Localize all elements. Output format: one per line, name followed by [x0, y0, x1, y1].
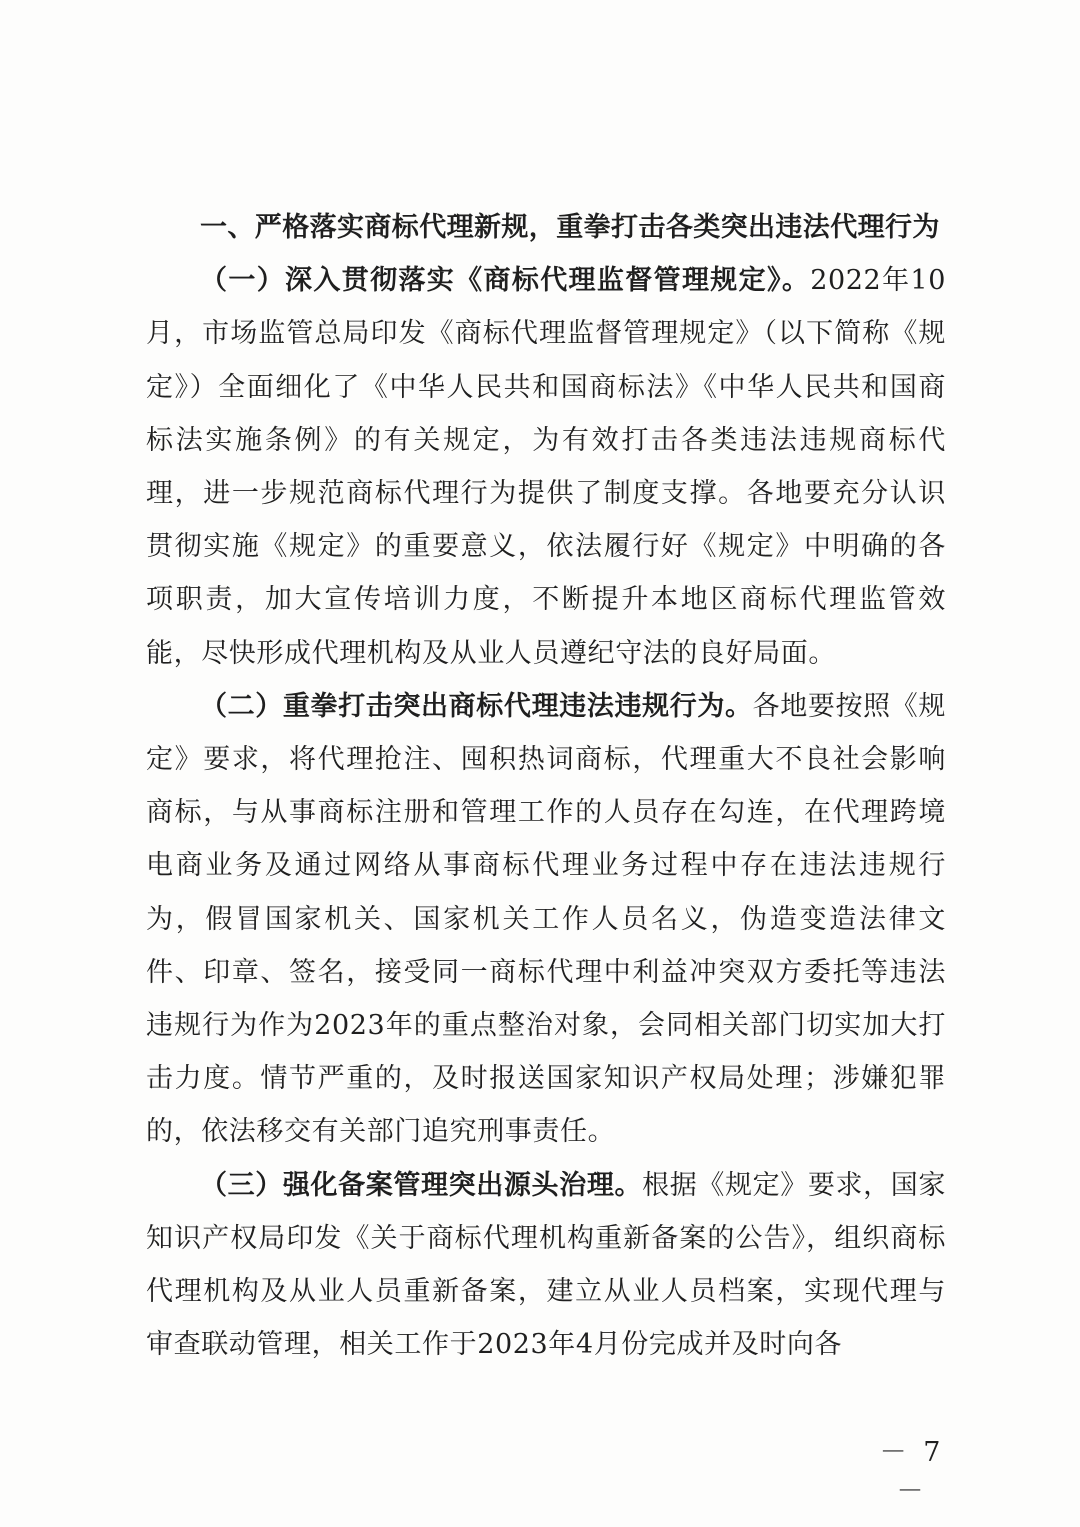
document-body [146, 201, 946, 1371]
paragraph-2 [146, 680, 946, 1159]
section-heading: 一、严格落实商标代理新规，重拳打击各类突出违法代理行为 [200, 212, 940, 243]
paragraph-1 [146, 254, 946, 680]
paragraph-3 [146, 1159, 946, 1372]
paragraph-2-title: （二）重拳打击突出商标代理违法违规行为。 [200, 690, 753, 722]
paragraph-1-title: （一）深入贯彻落实《商标代理监督管理规定》。 [200, 265, 811, 297]
paragraph-1-body: 2022年10月，市场监管总局印发《商标代理监督管理规定》（以下简称《规定》）全面细化了《中华人民共和国商标法》《中华人民共和国商标法实施条例》的有关规定，为有效打击各类违法违规商标代理，进一步规范商标代理行为提供了制度支撑。各地要充分认识贯彻实施《规定》的重要意义，依法履行好《规定》中明确的各项职责，加大宣传培训力度，不断提升本地区商标代理监管效能，尽快形成代理机构及从业人员遵纪守法的良好局面。 [146, 265, 946, 669]
paragraph-2-body: 各地要按照《规定》要求，将代理抢注、囤积热词商标，代理重大不良社会影响商标，与从事商标注册和管理工作的人员存在勾连，在代理跨境电商业务及通过网络从事商标代理业务过程中存在违法违规行为，假冒国家机关、国家机关工作人员名义，伪造变造法律文件、印章、签名，接受同一商标代理中利益冲突双方委托等违法违规行为作为2023年的重点整治对象，会同相关部门切实加大打击力度。情节严重的，及时报送国家知识产权局处理；涉嫌犯罪的，依法移交有关部门追究刑事责任。 [146, 690, 947, 1148]
page-number: － 7 － [879, 1437, 945, 1507]
paragraph-3-body: 根据《规定》要求，国家知识产权局印发《关于商标代理机构重新备案的公告》，组织商标代理机构及从业人员重新备案，建立从业人员档案，实现代理与审查联动管理，相关工作于2023年4月份完成并及时向各 [146, 1169, 946, 1361]
paragraph-3-title: （三）强化备案管理突出源头治理。 [200, 1169, 643, 1201]
